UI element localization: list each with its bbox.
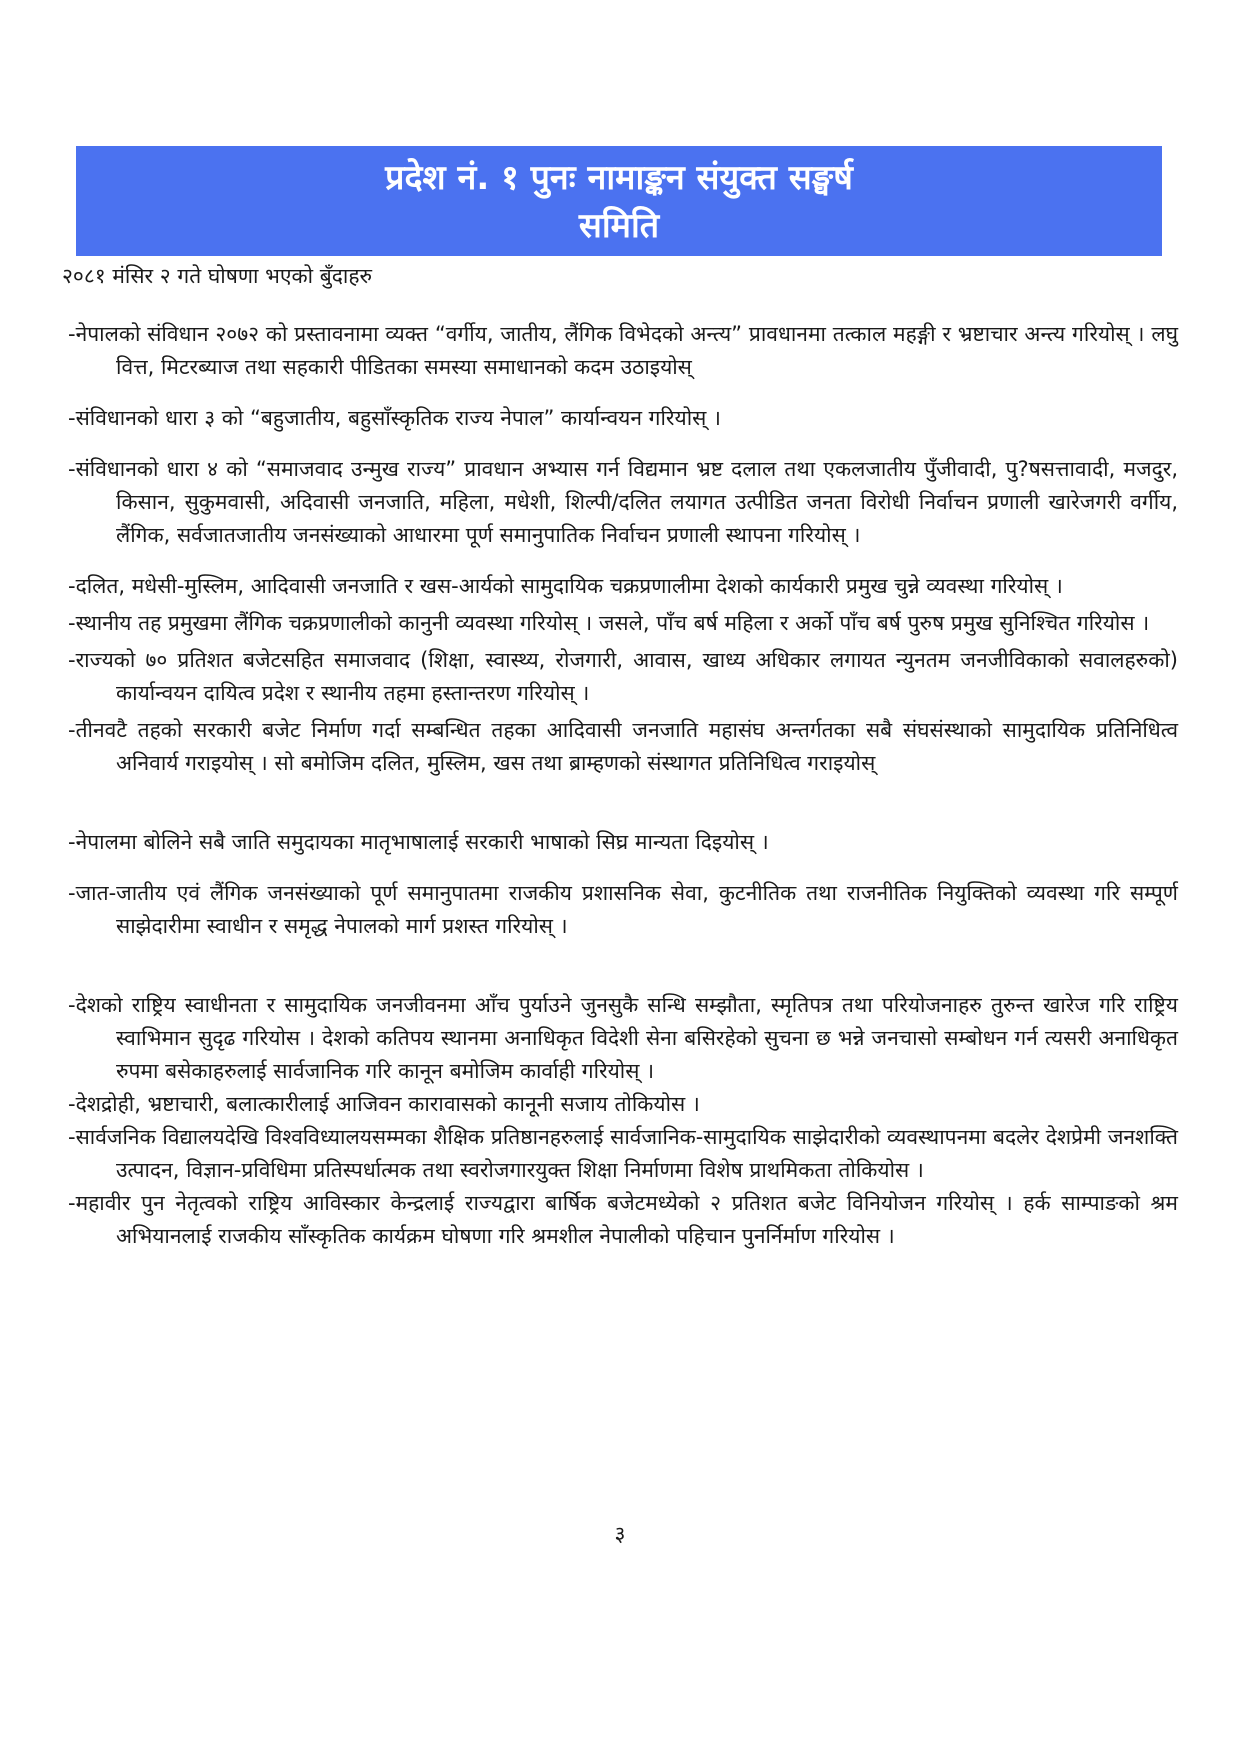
demand-point: -तीनवटै तहको सरकारी बजेट निर्माण गर्दा सम्बन्धित तहका आदिवासी जनजाति महासंघ अन्तर्गतका सबै संघसंस्थाको सामुदायिक प्रतिनिधित्व अनिवार्य गराइयोस् । सो बमोजिम दलित, मुस्लिम, खस तथा ब्राम्हणको संस्थागत प्रतिनिधित्व गराइयोस् (68, 718, 1178, 775)
demand-point: -संविधानको धारा ४ को “समाजवाद उन्मुख राज्य” प्रावधान अभ्यास गर्न विद्यमान भ्रष्ट दलाल तथा एकलजातीय पुँजीवादी, पु?षसत्तावादी, मजदुर, किसान, सुकुमवासी, अदिवासी जनजाति, महिला, मधेशी, शिल्पी/दलित लयागत उत्पीडित जनता विरोधी निर्वाचन प्रणाली खारेजगरी वर्गीय, लैंगिक, सर्वजातजातीय जनसंख्याको आधारमा पूर्ण समानुपातिक निर्वाचन प्रणाली स्थापना गरियोस् । (68, 457, 1178, 547)
demand-point: -देशद्रोही, भ्रष्टाचारी, बलात्कारीलाई आजिवन कारावासको कानूनी सजाय तोकियोस । (68, 1092, 700, 1116)
title-line-1: प्रदेश नं. १ पुनः नामाङ्कन संयुक्त सङ्घर्ष (385, 158, 853, 198)
demand-point: -नेपालमा बोलिने सबै जाति समुदायका मातृभाषालाई सरकारी भाषाको सिघ्र मान्यता दिइयोस् । (68, 830, 769, 854)
demand-point: -स्थानीय तह प्रमुखमा लैंगिक चक्रप्रणालीको कानुनी व्यवस्था गरियोस् । जसले, पाँच बर्ष महिला र अर्को पाँच बर्ष पुरुष प्रमुख सुनिश्चित गरियोस । (68, 611, 1150, 635)
demand-point: -देशको राष्ट्रिय स्वाधीनता र सामुदायिक जनजीवनमा आँच पुर्याउने जुनसुकै सन्धि सम्झौता, स्मृतिपत्र तथा परियोजनाहरु तुरुन्त खारेज गरि राष्ट्रिय स्वाभिमान सुदृढ गरियोस । देशको कतिपय स्थानमा अनाधिकृत विदेशी सेना बसिरहेको सुचना छ भन्ने जनचासो सम्बोधन गर्न त्यसरी अनाधिकृत रुपमा बसेकाहरुलाई सार्वजानिक गरि कानून बमोजिम कार्वाही गरियोस् । (68, 993, 1178, 1083)
demand-point: -राज्यको ७० प्रतिशत बजेटसहित समाजवाद (शिक्षा, स्वास्थ्य, रोजगारी, आवास, खाध्य अधिकार लगायत न्युनतम जनजीविकाको सवालहरुको) कार्यान्वयन दायित्व प्रदेश र स्थानीय तहमा हस्तान्तरण गरियोस् । (68, 648, 1178, 705)
demand-point: -दलित, मधेसी-मुस्लिम, आदिवासी जनजाति र खस-आर्यको सामुदायिक चक्रप्रणालीमा देशको कार्यकारी प्रमुख चुन्ने व्यवस्था गरियोस् । (68, 574, 1063, 598)
demand-point: -जात-जातीय एवं लैंगिक जनसंख्याको पूर्ण समानुपातमा राजकीय प्रशासनिक सेवा, कुटनीतिक तथा राजनीतिक नियुक्तिको व्यवस्था गरि सम्पूर्ण साझेदारीमा स्वाधीन र समृद्ध नेपालको मार्ग प्रशस्त गरियोस् । (68, 881, 1178, 938)
demand-point: -सार्वजनिक विद्यालयदेखि विश्वविध्यालयसम्मका शैक्षिक प्रतिष्ठानहरुलाई सार्वजानिक-सामुदायिक साझेदारीको व्यवस्थापनमा बदलेर देशप्रेमी जनशक्ति उत्पादन, विज्ञान-प्रविधिमा प्रतिस्पर्धात्मक तथा स्वरोजगारयुक्त शिक्षा निर्माणमा विशेष प्राथमिकता तोकियोस । (68, 1125, 1178, 1182)
page-number: ३ (614, 1522, 626, 1546)
announcement-subtitle: २०८१ मंसिर २ गते घोषणा भएको बुँदाहरु (62, 264, 373, 288)
demand-point: -महावीर पुन नेतृत्वको राष्ट्रिय आविस्कार केन्द्रलाई राज्यद्वारा बार्षिक बजेटमध्येको २ प्रतिशत बजेट विनियोजन गरियोस् । हर्क साम्पाङको श्रम अभियानलाई राजकीय साँस्कृतिक कार्यक्रम घोषणा गरि श्रमशील नेपालीको पहिचान पुनर्निर्माण गरियोस । (68, 1191, 1178, 1248)
title-line-2: समिति (578, 206, 660, 246)
demands-list (68, 318, 1178, 1253)
demand-point: -नेपालको संविधान २०७२ को प्रस्तावनामा व्यक्त “वर्गीय, जातीय, लैंगिक विभेदको अन्त्य” प्रावधानमा तत्काल महङ्गी र भ्रष्टाचार अन्त्य गरियोस् । लघु वित्त, मिटरब्याज तथा सहकारी पीडितका समस्या समाधानको कदम उठाइयोस् (68, 322, 1178, 379)
demand-point: -संविधानको धारा ३ को “बहुजातीय, बहुसाँस्कृतिक राज्य नेपाल” कार्यान्वयन गरियोस् । (68, 406, 721, 430)
title-banner (76, 146, 1162, 256)
